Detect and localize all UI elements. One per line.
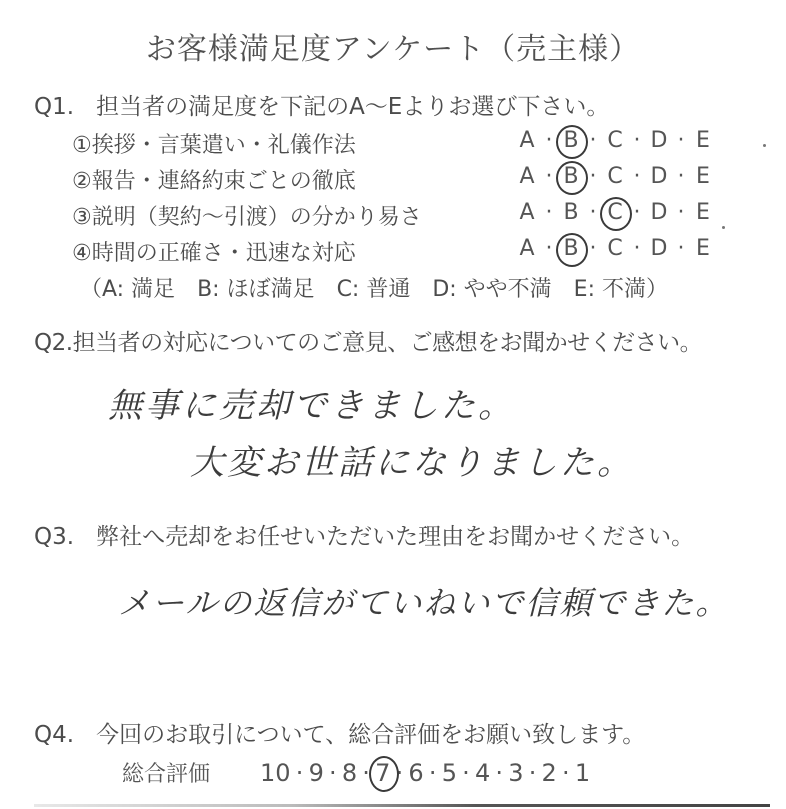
option-d[interactable]: D [650, 128, 668, 153]
scan-speck [763, 144, 766, 147]
q1-legend: （A: 満足 B: ほぼ満足 C: 普通 D: やや不満 E: 不満） [80, 277, 668, 302]
q3-number: Q3. [34, 524, 75, 550]
option-b[interactable]: B [563, 200, 579, 225]
option-e[interactable]: E [696, 128, 710, 153]
option-e[interactable]: E [696, 200, 710, 225]
separator: · [633, 164, 641, 189]
rating-10[interactable]: 10 [260, 759, 291, 787]
q2-heading [34, 324, 702, 357]
bottom-divider [34, 804, 770, 807]
option-b-selected[interactable]: B [560, 128, 582, 153]
separator: · [677, 128, 685, 153]
survey-title: お客様満足度アンケート（売主様） [145, 32, 641, 67]
separator: · [428, 759, 437, 787]
separator: · [561, 759, 570, 787]
rating-2[interactable]: 2 [541, 759, 557, 787]
separator: · [545, 164, 553, 189]
q4-rating-scale [260, 759, 590, 787]
option-a[interactable]: A [519, 200, 535, 225]
q1-item-label: ④時間の正確さ・迅速な対応 [72, 241, 356, 266]
separator: · [633, 128, 641, 153]
separator: · [589, 236, 597, 261]
separator: · [633, 236, 641, 261]
q3-answer-line-1: メールの返信がていねいで信頼できた。 [118, 584, 730, 622]
q4-rating-row [122, 757, 590, 788]
rating-4[interactable]: 4 [474, 759, 491, 787]
separator: · [329, 759, 337, 787]
q1-item-options [516, 128, 714, 153]
separator: · [545, 128, 553, 153]
separator: · [462, 759, 470, 787]
option-b-selected[interactable]: B [560, 236, 582, 261]
q3-heading [34, 518, 694, 551]
separator: · [633, 200, 641, 225]
separator: · [495, 759, 504, 787]
separator: · [677, 200, 685, 225]
separator: · [677, 164, 685, 189]
q4-heading [34, 716, 645, 749]
rating-8[interactable]: 8 [341, 759, 358, 787]
separator: · [362, 759, 370, 787]
separator: · [545, 236, 553, 261]
q1-item-options [516, 236, 714, 261]
option-a[interactable]: A [519, 128, 535, 153]
q2-number: Q2. [34, 330, 73, 356]
rating-3[interactable]: 3 [508, 759, 524, 787]
q1-number: Q1. [34, 94, 75, 120]
q1-item-options [516, 164, 714, 189]
option-a[interactable]: A [519, 236, 535, 261]
option-c[interactable]: C [607, 236, 623, 261]
option-b-selected[interactable]: B [560, 164, 582, 189]
option-e[interactable]: E [696, 236, 710, 261]
q2-text: 担当者の対応についてのご意見、ご感想をお聞かせください。 [72, 330, 703, 356]
separator: · [395, 759, 404, 787]
separator: · [589, 200, 597, 225]
option-d[interactable]: D [650, 236, 668, 261]
q2-answer-line-2: 大変お世話になりました。 [190, 443, 634, 483]
q4-text: 今回のお取引について、総合評価をお願い致します。 [96, 722, 646, 748]
separator: · [589, 164, 597, 189]
rating-1[interactable]: 1 [574, 759, 591, 787]
q1-item-options [516, 200, 714, 225]
rating-6[interactable]: 6 [408, 759, 424, 787]
option-d[interactable]: D [650, 164, 668, 189]
separator: · [677, 236, 685, 261]
q1-item-label: ③説明（契約～引渡）の分かり易さ [72, 205, 422, 230]
q4-number: Q4. [34, 722, 75, 748]
separator: · [295, 759, 304, 787]
q1-heading [34, 88, 609, 121]
q4-rating-label: 総合評価 [122, 762, 211, 787]
option-a[interactable]: A [519, 164, 535, 189]
option-d[interactable]: D [650, 200, 668, 225]
q1-item-label: ①挨拶・言葉遣い・礼儀作法 [72, 133, 356, 158]
option-e[interactable]: E [696, 164, 710, 189]
q1-item-label: ②報告・連絡約束ごとの徹底 [72, 169, 356, 194]
rating-9[interactable]: 9 [308, 759, 324, 787]
option-c[interactable]: C [607, 164, 623, 189]
separator: · [545, 200, 553, 225]
scan-speck [722, 226, 725, 229]
separator: · [589, 128, 597, 153]
q3-text: 弊社へ売却をお任せいただいた理由をお聞かせください。 [96, 524, 695, 550]
separator: · [528, 759, 537, 787]
q1-text: 担当者の満足度を下記のA～Eよりお選び下さい。 [96, 94, 610, 120]
q2-answer-line-1: 無事に売却できました。 [108, 386, 515, 426]
rating-7-selected[interactable]: 7 [375, 759, 391, 787]
option-c-selected[interactable]: C [604, 200, 626, 225]
option-c[interactable]: C [607, 128, 623, 153]
rating-5[interactable]: 5 [441, 759, 457, 787]
